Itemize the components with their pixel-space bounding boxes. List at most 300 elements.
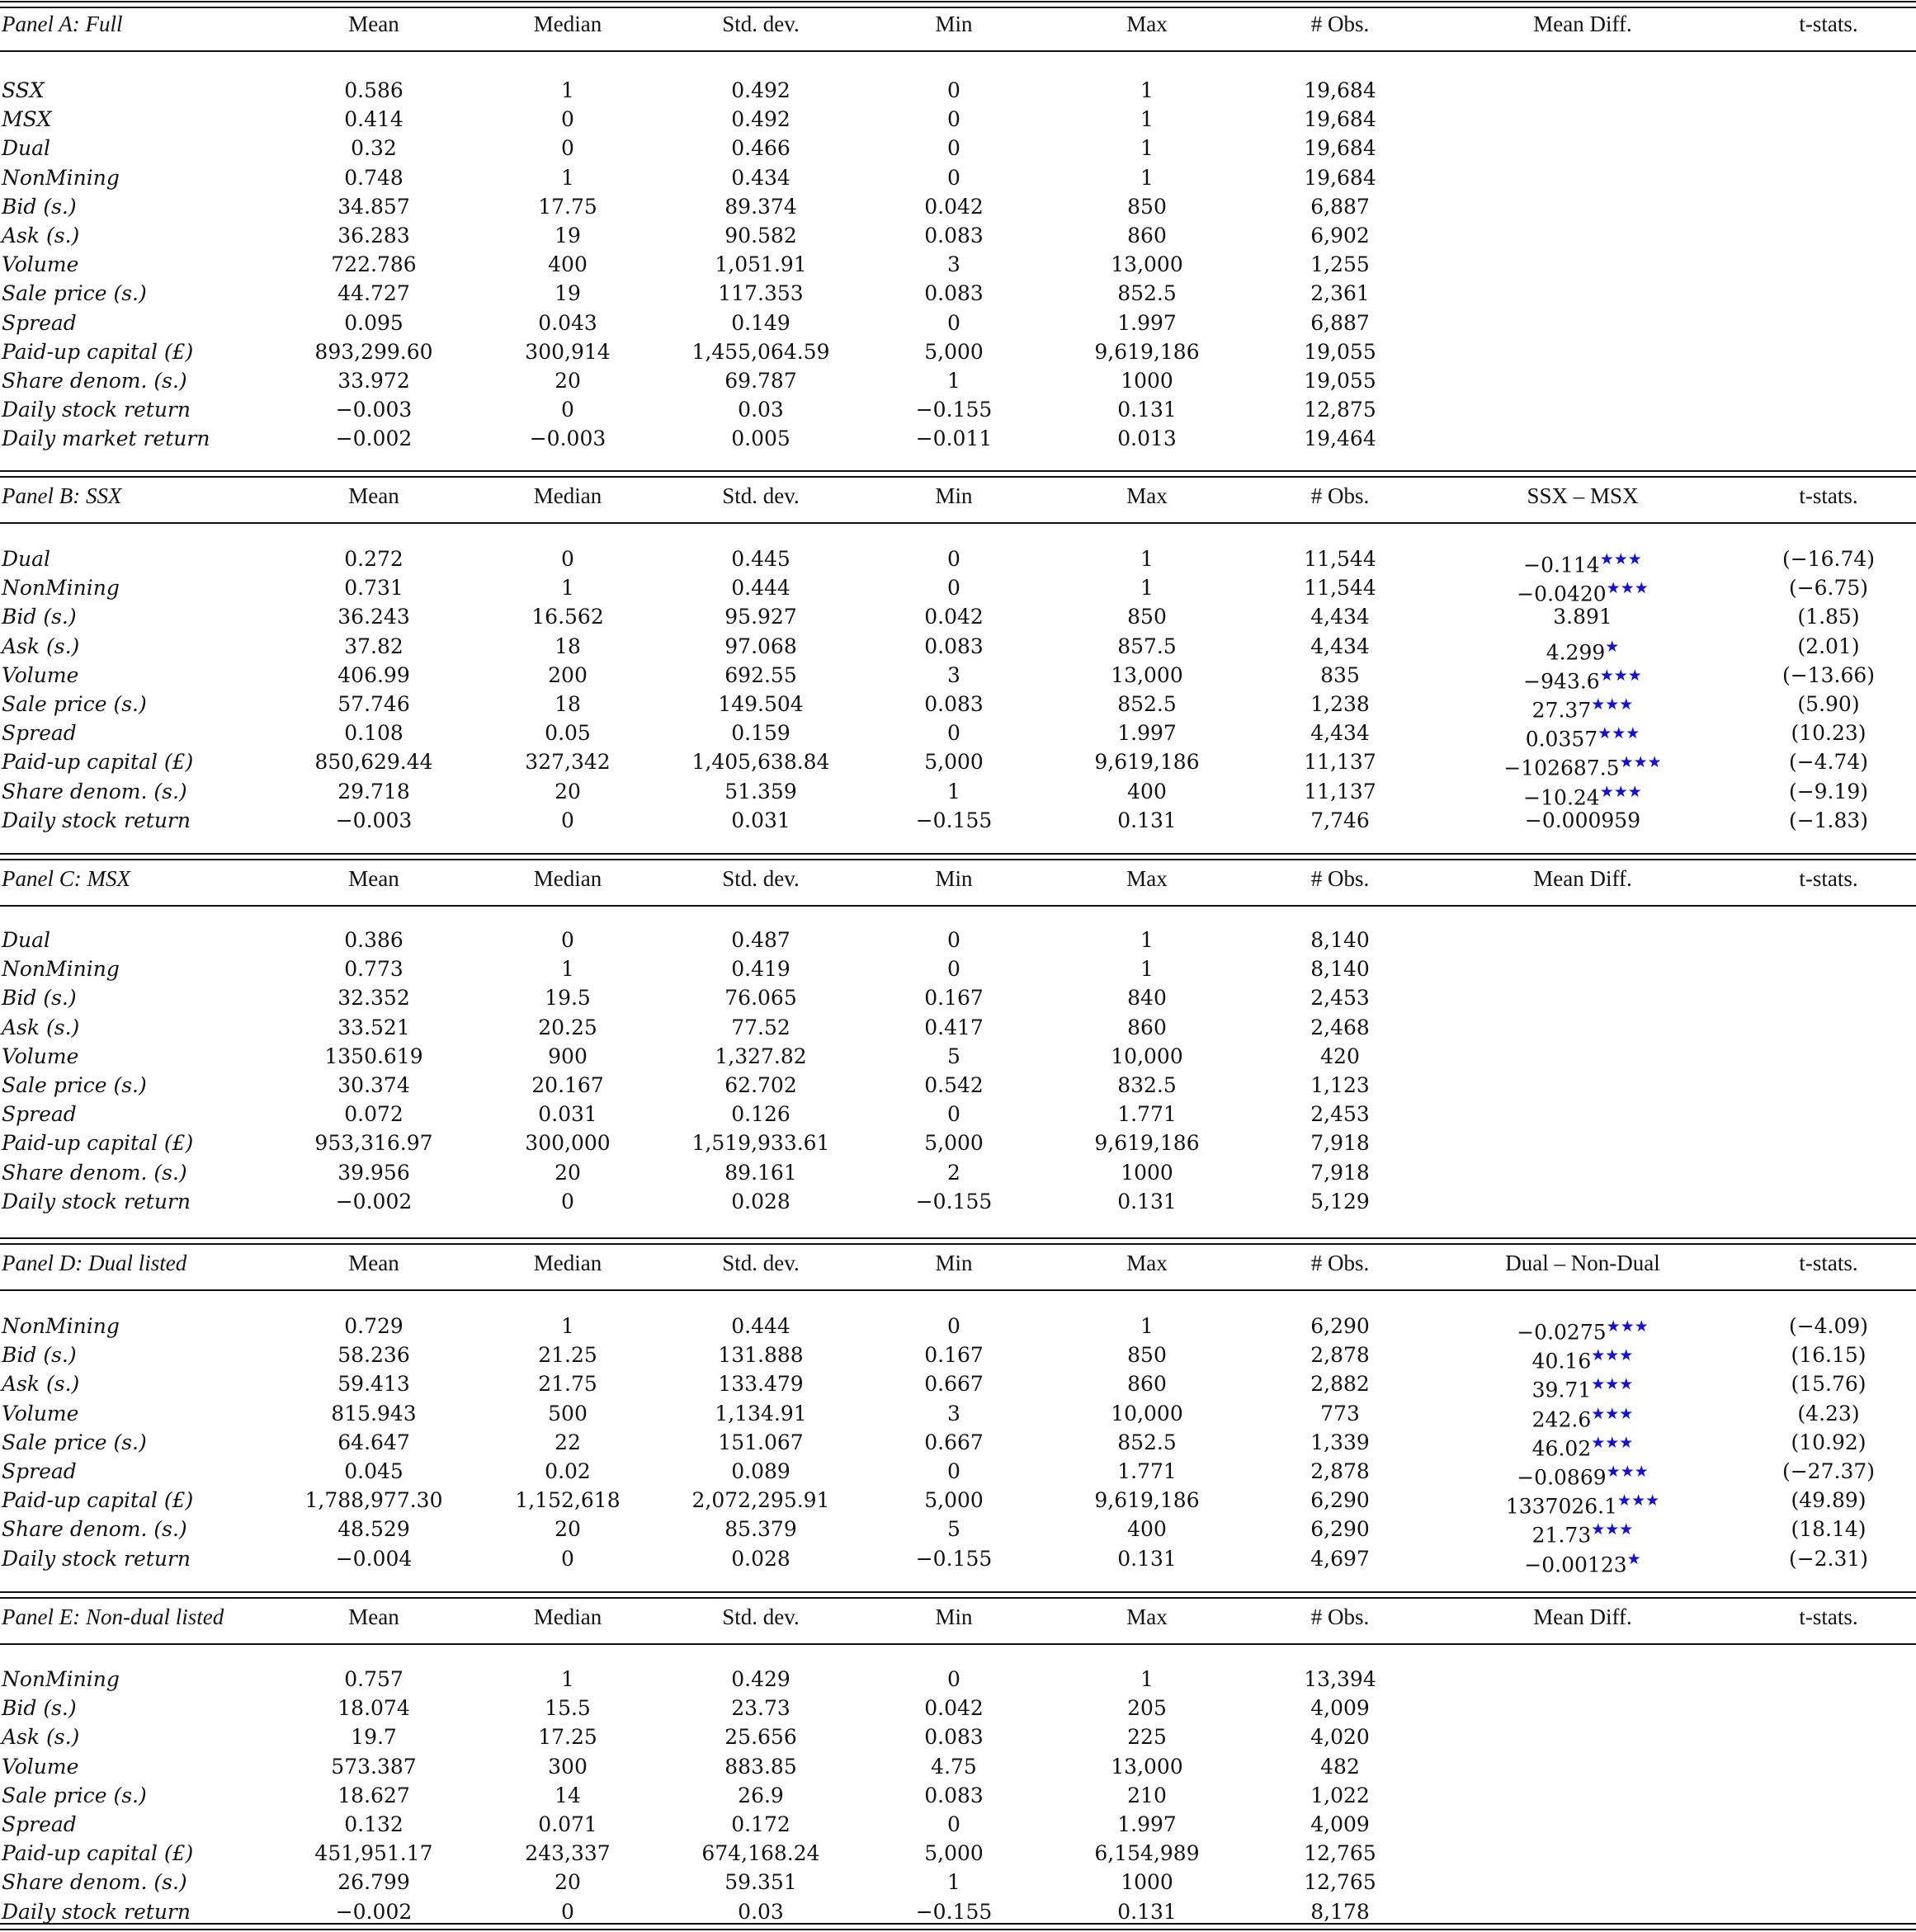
table-cell: −0.002 bbox=[335, 426, 413, 450]
significance-stars: ★★★ bbox=[1599, 783, 1642, 801]
row-label: Ask (s.) bbox=[2, 1015, 80, 1039]
table-cell: 692.55 bbox=[724, 663, 797, 687]
column-header: Median bbox=[533, 12, 602, 36]
table-cell: 0.108 bbox=[344, 721, 403, 745]
t-stat-cell: (−27.37) bbox=[1782, 1459, 1876, 1483]
table-cell: 29.718 bbox=[337, 780, 410, 803]
table-cell: 0 bbox=[561, 1190, 574, 1213]
table-cell: 95.927 bbox=[724, 605, 797, 629]
table-row bbox=[0, 1044, 1916, 1070]
mean-diff-value: 40.16 bbox=[1531, 1349, 1592, 1374]
table-row bbox=[0, 1546, 1916, 1577]
table-cell: 0.03 bbox=[738, 1900, 784, 1924]
mean-diff-value: −102687.5 bbox=[1503, 756, 1620, 780]
column-header: Mean bbox=[348, 1605, 399, 1629]
table-cell: 883.85 bbox=[724, 1755, 797, 1779]
table-cell: 39.956 bbox=[337, 1161, 410, 1185]
table-cell: 19,684 bbox=[1304, 136, 1376, 160]
table-cell: 0 bbox=[947, 311, 960, 335]
tstat-column-header: t-stats. bbox=[1799, 1605, 1858, 1629]
mean-diff-cell bbox=[1523, 546, 1642, 577]
table-cell: 19,684 bbox=[1304, 166, 1376, 190]
table-row bbox=[0, 310, 1916, 337]
table-cell: 1,519,933.61 bbox=[691, 1131, 830, 1155]
panel-title: Panel C: MSX bbox=[2, 866, 130, 891]
table-cell: 0.131 bbox=[1117, 1190, 1177, 1213]
mean-diff-cell bbox=[1531, 1401, 1634, 1432]
table-cell: 0.03 bbox=[738, 398, 784, 422]
table-cell: 0 bbox=[561, 398, 574, 422]
table-cell: 832.5 bbox=[1117, 1073, 1177, 1097]
mean-diff-cell bbox=[1503, 749, 1662, 780]
table-cell: 0.419 bbox=[731, 957, 790, 981]
table-cell: 0.487 bbox=[731, 928, 790, 952]
table-row bbox=[0, 339, 1916, 365]
t-stat-cell: (49.89) bbox=[1791, 1488, 1866, 1512]
table-cell: 0 bbox=[947, 1102, 960, 1126]
table-cell: 19.7 bbox=[351, 1725, 397, 1749]
column-header: Mean bbox=[348, 1251, 399, 1275]
table-cell: 2,882 bbox=[1310, 1372, 1370, 1396]
table-cell: 900 bbox=[548, 1044, 588, 1068]
table-cell: 1 bbox=[1140, 166, 1154, 190]
table-cell: −0.155 bbox=[915, 398, 993, 422]
table-cell: 0.083 bbox=[924, 224, 984, 247]
panel-title: Panel D: Dual listed bbox=[2, 1251, 187, 1275]
panel-title: Panel A: Full bbox=[2, 12, 123, 36]
table-row bbox=[0, 808, 1916, 834]
table-row bbox=[0, 280, 1916, 307]
mean-diff-value: 0.0357 bbox=[1525, 727, 1598, 752]
table-cell: 1,051.91 bbox=[715, 252, 807, 276]
table-cell: 77.52 bbox=[731, 1015, 790, 1039]
table-cell: 400 bbox=[1127, 780, 1167, 803]
table-cell: −0.155 bbox=[915, 1190, 993, 1213]
table-cell: 953,316.97 bbox=[314, 1131, 433, 1155]
table-cell: 0 bbox=[947, 166, 960, 190]
panel-top-double-rule bbox=[0, 1591, 1916, 1599]
table-cell: 0.434 bbox=[731, 166, 790, 190]
table-cell: 0.729 bbox=[344, 1314, 403, 1338]
table-cell: 1 bbox=[561, 78, 574, 102]
table-cell: 58.236 bbox=[337, 1343, 410, 1367]
table-cell: 33.972 bbox=[337, 369, 410, 393]
mean-diff-value: 3.891 bbox=[1553, 605, 1612, 629]
table-cell: 0.466 bbox=[731, 136, 790, 160]
table-cell: 0.028 bbox=[731, 1190, 790, 1213]
table-cell: 18 bbox=[555, 692, 581, 716]
table-row bbox=[0, 1072, 1916, 1099]
row-label: Share denom. (s.) bbox=[2, 1517, 187, 1541]
table-row bbox=[0, 1899, 1916, 1925]
table-cell: 2,072,295.91 bbox=[691, 1488, 830, 1512]
table-cell: 210 bbox=[1127, 1784, 1167, 1807]
mean-diff-value: 242.6 bbox=[1531, 1407, 1592, 1432]
table-cell: 850,629.44 bbox=[314, 750, 433, 774]
table-cell: 1 bbox=[1140, 136, 1154, 160]
row-label: Ask (s.) bbox=[2, 1725, 80, 1749]
table-cell: 20.25 bbox=[538, 1015, 597, 1039]
table-cell: 0.757 bbox=[344, 1667, 403, 1691]
significance-stars: ★★★ bbox=[1617, 1491, 1660, 1510]
table-cell: 0.131 bbox=[1117, 398, 1177, 422]
significance-stars: ★★★ bbox=[1597, 724, 1640, 742]
table-cell: 0.072 bbox=[344, 1102, 403, 1126]
table-cell: 852.5 bbox=[1117, 281, 1177, 305]
table-cell: 243,337 bbox=[525, 1841, 611, 1865]
mean-diff-value: −0.0275 bbox=[1517, 1320, 1607, 1345]
table-row bbox=[0, 604, 1916, 630]
table-cell: 13,000 bbox=[1111, 1755, 1183, 1779]
table-cell: 0 bbox=[561, 1900, 574, 1924]
table-cell: 1,339 bbox=[1310, 1430, 1370, 1454]
t-stat-cell: (18.14) bbox=[1791, 1517, 1866, 1541]
table-cell: 5,000 bbox=[924, 750, 984, 774]
table-cell: 300 bbox=[548, 1755, 588, 1779]
table-cell: 4,009 bbox=[1310, 1812, 1370, 1836]
table-cell: 0.028 bbox=[731, 1547, 790, 1571]
table-cell: 1000 bbox=[1121, 1870, 1173, 1894]
row-label: Spread bbox=[2, 1459, 77, 1483]
table-row bbox=[0, 720, 1916, 752]
tstat-column-header: t-stats. bbox=[1799, 12, 1858, 36]
table-cell: 0.083 bbox=[924, 1784, 984, 1807]
table-cell: 0.586 bbox=[344, 78, 403, 102]
significance-stars: ★★★ bbox=[1591, 1520, 1634, 1539]
table-row bbox=[0, 1401, 1916, 1432]
row-label: NonMining bbox=[2, 1667, 120, 1691]
row-label: Share denom. (s.) bbox=[2, 780, 187, 803]
table-cell: 451,951.17 bbox=[314, 1841, 433, 1865]
row-label: Ask (s.) bbox=[2, 1372, 80, 1396]
table-cell: 12,765 bbox=[1304, 1870, 1376, 1894]
mean-diff-cell bbox=[1517, 575, 1649, 606]
mean-diff-cell bbox=[1524, 1546, 1641, 1577]
t-stat-cell: (−13.66) bbox=[1782, 663, 1876, 687]
table-row bbox=[0, 1869, 1916, 1896]
table-cell: 300,000 bbox=[525, 1131, 611, 1155]
table-cell: 6,290 bbox=[1310, 1517, 1370, 1541]
t-stat-cell: (−6.75) bbox=[1788, 576, 1869, 600]
mean-diff-cell bbox=[1517, 1458, 1649, 1490]
table-cell: 0.02 bbox=[545, 1459, 591, 1483]
column-header: # Obs. bbox=[1310, 866, 1370, 891]
table-cell: −0.155 bbox=[915, 1547, 993, 1571]
column-header: Min bbox=[935, 12, 973, 36]
table-cell: 1 bbox=[1140, 547, 1154, 571]
row-label: Spread bbox=[2, 1812, 77, 1836]
row-label: Daily stock return bbox=[2, 1547, 191, 1571]
table-cell: 18.627 bbox=[337, 1784, 410, 1807]
diff-column-header: Mean Diff. bbox=[1533, 12, 1632, 36]
significance-stars: ★★★ bbox=[1591, 1434, 1634, 1452]
table-cell: 0.445 bbox=[731, 547, 790, 571]
table-cell: 0.083 bbox=[924, 281, 984, 305]
mean-diff-value: 39.71 bbox=[1531, 1378, 1592, 1402]
table-cell: 327,342 bbox=[525, 750, 611, 774]
panel-top-double-rule bbox=[0, 1237, 1916, 1245]
row-label: Dual bbox=[2, 547, 51, 571]
panel-top-double-rule bbox=[0, 1, 1916, 8]
row-label: Spread bbox=[2, 1102, 77, 1126]
significance-stars: ★★★ bbox=[1606, 579, 1649, 597]
table-cell: 64.647 bbox=[337, 1430, 410, 1454]
column-header: Std. dev. bbox=[722, 1251, 800, 1275]
table-row bbox=[0, 223, 1916, 249]
table-cell: 0.417 bbox=[924, 1015, 984, 1039]
table-row bbox=[0, 106, 1916, 133]
table-cell: 0 bbox=[947, 957, 960, 981]
table-cell: 1.997 bbox=[1117, 721, 1177, 745]
table-cell: 36.243 bbox=[337, 605, 410, 629]
table-cell: 11,137 bbox=[1304, 750, 1376, 774]
mean-diff-cell bbox=[1505, 1487, 1660, 1519]
table-cell: 0 bbox=[947, 721, 960, 745]
header-underline bbox=[0, 50, 1916, 52]
table-cell: 89.161 bbox=[724, 1161, 797, 1185]
table-cell: 0.042 bbox=[924, 1696, 984, 1720]
row-label: Share denom. (s.) bbox=[2, 1161, 187, 1185]
row-label: Paid-up capital (£) bbox=[2, 1131, 194, 1155]
table-row bbox=[0, 1812, 1916, 1838]
table-cell: 0.131 bbox=[1117, 808, 1177, 832]
table-row bbox=[0, 426, 1916, 452]
table-cell: 97.068 bbox=[724, 634, 797, 658]
table-cell: 0.429 bbox=[731, 1667, 790, 1691]
table-cell: 1.997 bbox=[1117, 311, 1177, 335]
row-label: NonMining bbox=[2, 1314, 120, 1338]
t-stat-cell: (10.92) bbox=[1791, 1430, 1866, 1454]
table-cell: 0 bbox=[947, 136, 960, 160]
table-row bbox=[0, 1342, 1916, 1374]
table-cell: 0 bbox=[561, 928, 574, 952]
table-row bbox=[0, 575, 1916, 606]
table-row bbox=[0, 135, 1916, 162]
diff-column-header: Dual – Non-Dual bbox=[1505, 1251, 1660, 1275]
table-cell: 0 bbox=[947, 1459, 960, 1483]
table-cell: 893,299.60 bbox=[314, 340, 433, 364]
table-cell: 5 bbox=[947, 1517, 960, 1541]
table-cell: 1 bbox=[1140, 928, 1154, 952]
table-cell: 1,455,064.59 bbox=[691, 340, 830, 364]
t-stat-cell: (5.90) bbox=[1797, 692, 1860, 716]
table-cell: 6,154,989 bbox=[1094, 1841, 1200, 1865]
table-cell: 1,152,618 bbox=[515, 1488, 621, 1512]
table-row bbox=[0, 691, 1916, 723]
table-cell: 151.067 bbox=[718, 1430, 804, 1454]
column-header: Mean bbox=[348, 483, 399, 508]
significance-stars: ★★★ bbox=[1606, 1317, 1649, 1336]
table-cell: 0.042 bbox=[924, 605, 984, 629]
mean-diff-value: −0.114 bbox=[1523, 553, 1600, 577]
mean-diff-cell bbox=[1531, 691, 1634, 723]
column-header: # Obs. bbox=[1310, 1251, 1370, 1275]
table-cell: 815.943 bbox=[331, 1402, 417, 1425]
tstat-column-header: t-stats. bbox=[1799, 866, 1858, 891]
table-cell: 0 bbox=[561, 547, 574, 571]
table-cell: 573.387 bbox=[331, 1755, 417, 1779]
table-cell: −0.003 bbox=[529, 426, 606, 450]
row-label: Volume bbox=[2, 1755, 79, 1779]
diff-column-header: Mean Diff. bbox=[1533, 866, 1632, 891]
table-cell: 19,055 bbox=[1304, 369, 1376, 393]
mean-diff-cell bbox=[1553, 604, 1612, 630]
row-label: Daily stock return bbox=[2, 808, 191, 832]
table-row bbox=[0, 662, 1916, 694]
mean-diff-value: −0.0420 bbox=[1517, 582, 1607, 606]
table-cell: 6,290 bbox=[1310, 1314, 1370, 1338]
table-cell: −0.003 bbox=[335, 808, 413, 832]
table-cell: 15.5 bbox=[545, 1696, 591, 1720]
panel-header-row bbox=[0, 11, 1916, 37]
table-cell: 1 bbox=[1140, 107, 1154, 131]
t-stat-cell: (15.76) bbox=[1791, 1372, 1866, 1396]
table-cell: 4,434 bbox=[1310, 634, 1370, 658]
table-cell: 1,405,638.84 bbox=[691, 750, 830, 774]
table-cell: 0.667 bbox=[924, 1430, 984, 1454]
table-cell: 33.521 bbox=[337, 1015, 410, 1039]
table-cell: 0.031 bbox=[538, 1102, 597, 1126]
mean-diff-value: 1337026.1 bbox=[1505, 1494, 1618, 1519]
row-label: Volume bbox=[2, 663, 79, 687]
header-underline bbox=[0, 522, 1916, 524]
table-cell: 0 bbox=[561, 808, 574, 832]
table-cell: 1,788,977.30 bbox=[304, 1488, 443, 1512]
table-cell: 0 bbox=[947, 78, 960, 102]
header-underline bbox=[0, 1643, 1916, 1645]
diff-column-header: SSX – MSX bbox=[1527, 483, 1639, 508]
table-cell: 0 bbox=[561, 1547, 574, 1571]
row-label: Bid (s.) bbox=[2, 605, 77, 629]
table-cell: 19,464 bbox=[1304, 426, 1376, 450]
t-stat-cell: (10.23) bbox=[1791, 721, 1866, 745]
table-cell: 1 bbox=[561, 166, 574, 190]
table-cell: 0.272 bbox=[344, 547, 403, 571]
row-label: Volume bbox=[2, 1402, 79, 1425]
mean-diff-value: −10.24 bbox=[1523, 785, 1600, 810]
mean-diff-value: 46.02 bbox=[1531, 1436, 1592, 1461]
table-row bbox=[0, 1666, 1916, 1693]
table-row bbox=[0, 1015, 1916, 1041]
table-row bbox=[0, 546, 1916, 577]
table-cell: 1350.619 bbox=[324, 1044, 423, 1068]
row-label: Bid (s.) bbox=[2, 1343, 77, 1367]
significance-stars: ★★★ bbox=[1591, 1405, 1634, 1423]
table-cell: 1 bbox=[1140, 957, 1154, 981]
table-cell: 2,878 bbox=[1310, 1459, 1370, 1483]
mean-diff-cell bbox=[1525, 808, 1640, 834]
table-cell: 2,453 bbox=[1310, 986, 1370, 1010]
table-cell: 0.32 bbox=[351, 136, 397, 160]
table-cell: 0.748 bbox=[344, 166, 403, 190]
table-row bbox=[0, 1458, 1916, 1490]
table-cell: 0.667 bbox=[924, 1372, 984, 1396]
table-cell: 860 bbox=[1127, 1015, 1167, 1039]
row-label: Share denom. (s.) bbox=[2, 369, 187, 393]
mean-diff-value: −943.6 bbox=[1523, 669, 1600, 694]
row-label: Bid (s.) bbox=[2, 986, 77, 1010]
table-cell: 59.413 bbox=[337, 1372, 410, 1396]
row-label: NonMining bbox=[2, 957, 120, 981]
table-cell: 30.374 bbox=[337, 1073, 410, 1097]
table-row bbox=[0, 1313, 1916, 1345]
t-stat-cell: (−16.74) bbox=[1782, 547, 1876, 571]
table-row bbox=[0, 927, 1916, 954]
t-stat-cell: (−1.83) bbox=[1788, 808, 1869, 832]
significance-stars: ★★★ bbox=[1591, 1375, 1634, 1393]
row-label: Daily stock return bbox=[2, 1190, 191, 1213]
table-cell: 0.492 bbox=[731, 107, 790, 131]
column-header: Median bbox=[533, 1251, 602, 1275]
significance-stars: ★ bbox=[1626, 1550, 1641, 1568]
tstat-column-header: t-stats. bbox=[1799, 483, 1858, 508]
table-cell: 400 bbox=[1127, 1517, 1167, 1541]
significance-stars: ★★★ bbox=[1591, 1346, 1634, 1364]
row-label: Sale price (s.) bbox=[2, 1073, 147, 1097]
table-cell: 4,434 bbox=[1310, 721, 1370, 745]
table-cell: −0.002 bbox=[335, 1190, 413, 1213]
table-cell: 1.997 bbox=[1117, 1812, 1177, 1836]
table-cell: 850 bbox=[1127, 605, 1167, 629]
table-cell: 17.25 bbox=[538, 1725, 597, 1749]
table-row bbox=[0, 1695, 1916, 1722]
table-cell: 0.386 bbox=[344, 928, 403, 952]
row-label: NonMining bbox=[2, 576, 120, 600]
table-cell: 20.167 bbox=[531, 1073, 604, 1097]
table-cell: 13,000 bbox=[1111, 252, 1183, 276]
column-header: # Obs. bbox=[1310, 12, 1370, 36]
table-row bbox=[0, 78, 1916, 104]
table-cell: 4,020 bbox=[1310, 1725, 1370, 1749]
significance-stars: ★★★ bbox=[1599, 667, 1642, 685]
row-label: Daily market return bbox=[2, 426, 210, 450]
significance-stars: ★ bbox=[1605, 638, 1620, 656]
table-cell: 21.75 bbox=[538, 1372, 597, 1396]
row-label: Share denom. (s.) bbox=[2, 1870, 187, 1894]
t-stat-cell: (−4.09) bbox=[1788, 1314, 1869, 1338]
table-cell: 9,619,186 bbox=[1094, 1131, 1200, 1155]
column-header: Max bbox=[1126, 483, 1168, 508]
table-cell: 16.562 bbox=[531, 605, 604, 629]
table-cell: 0 bbox=[561, 136, 574, 160]
column-header: Std. dev. bbox=[722, 866, 800, 891]
table-cell: 0.414 bbox=[344, 107, 403, 131]
table-cell: 0 bbox=[561, 107, 574, 131]
column-header: # Obs. bbox=[1310, 1605, 1370, 1629]
table-cell: 133.479 bbox=[718, 1372, 804, 1396]
table-row bbox=[0, 1189, 1916, 1215]
table-cell: 0.126 bbox=[731, 1102, 790, 1126]
table-cell: 5 bbox=[947, 1044, 960, 1068]
table-cell: 90.582 bbox=[724, 224, 797, 247]
table-cell: 18 bbox=[555, 634, 581, 658]
table-cell: 1,327.82 bbox=[715, 1044, 807, 1068]
table-bottom-double-rule bbox=[0, 1923, 1916, 1930]
table-cell: 2,468 bbox=[1310, 1015, 1370, 1039]
table-cell: 44.727 bbox=[337, 281, 410, 305]
header-underline bbox=[0, 1289, 1916, 1291]
table-cell: 0 bbox=[947, 576, 960, 600]
row-label: MSX bbox=[2, 107, 52, 131]
table-cell: 10,000 bbox=[1111, 1044, 1183, 1068]
column-header: Min bbox=[935, 866, 973, 891]
table-cell: 674,168.24 bbox=[701, 1841, 820, 1865]
table-cell: 26.9 bbox=[738, 1784, 784, 1807]
table-cell: 5,000 bbox=[924, 340, 984, 364]
table-row bbox=[0, 165, 1916, 191]
table-cell: 1.771 bbox=[1117, 1459, 1177, 1483]
column-header: # Obs. bbox=[1310, 483, 1370, 508]
